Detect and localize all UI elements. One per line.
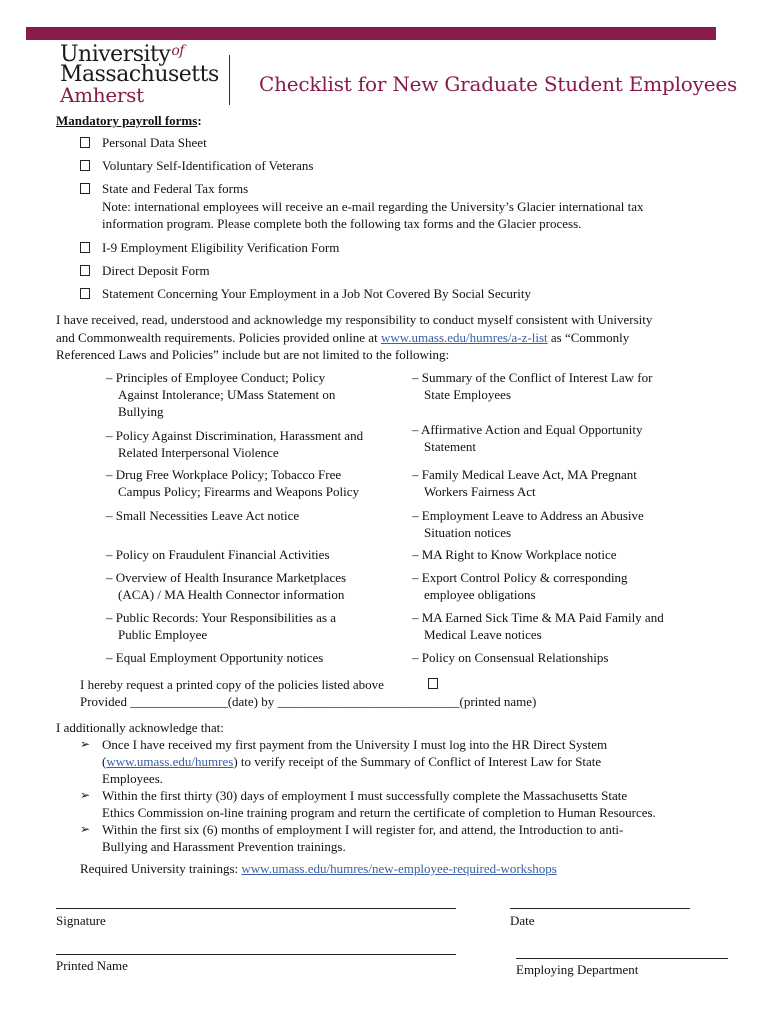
policy-item: Statement [424,439,476,454]
form-item-label: State and Federal Tax forms [102,181,249,196]
policy-item: – Small Necessities Leave Act notice [106,508,300,523]
logo-of: of [171,43,184,59]
umass-logo [60,42,240,106]
document-title: Checklist for New Graduate Student Employees [259,72,738,96]
header-bar [26,27,716,40]
bullet2-line1: Within the first thirty (30) days of employment I must successfully complete the Massachusetts State [102,788,628,803]
checkbox-direct-deposit[interactable] [80,265,90,276]
required-trainings [80,860,557,877]
policy-item: – Overview of Health Insurance Marketplaces [106,570,347,585]
signature-line[interactable] [56,908,456,909]
employing-department-label: Employing Department [516,962,639,977]
required-trainings-label: Required University trainings: [80,861,242,876]
humres-link[interactable]: www.umass.edu/humres [106,754,234,769]
request-copy-text: I hereby request a printed copy of the policies listed above [80,677,384,692]
policy-item: – Export Control Policy & corresponding [412,570,628,585]
policy-item: – MA Right to Know Workplace notice [412,547,617,562]
mandatory-heading-row [56,112,202,129]
logo-massachusetts: Massachusetts [60,62,219,87]
policy-item: – Policy Against Discrimination, Harassment and [106,428,364,443]
policy-item: Against Intolerance; UMass Statement on [118,387,336,402]
policy-item: – Policy on Consensual Relationships [412,650,609,665]
logo-amherst: Amherst [60,83,144,107]
tax-note-line2: information program. Please complete both the following tax forms and the Glacier process. [102,216,582,231]
form-item-label: Direct Deposit Form [102,263,210,278]
acknowledge-line2-tail: as “Commonly [547,330,630,345]
checkbox-request-printed-copy[interactable] [428,678,438,689]
policy-item: – Affirmative Action and Equal Opportunity [412,422,643,437]
bullet2-line2: Ethics Commission on-line training program and return the certificate of completion to Human Resources. [102,805,656,820]
required-workshops-link[interactable]: www.umass.edu/humres/new-employee-required-workshops [241,861,557,876]
policy-item: – Equal Employment Opportunity notices [106,650,324,665]
arrow-bullet-icon: ➢ [80,822,91,836]
policy-item: Workers Fairness Act [424,484,536,499]
acknowledge-line2 [56,329,629,346]
checkbox-veterans[interactable] [80,160,90,171]
policy-item: Related Interpersonal Violence [118,445,279,460]
arrow-bullet-icon: ➢ [80,788,91,802]
policy-item: – Employment Leave to Address an Abusive [412,508,644,523]
form-item-label: Personal Data Sheet [102,135,207,150]
form-item-label: Statement Concerning Your Employment in a Job Not Covered By Social Security [102,286,531,301]
bullet1-line2-tail: ) to verify receipt of the Summary of Conflict of Interest Law for State [233,754,602,769]
policy-item: State Employees [424,387,512,402]
policy-item: Medical Leave notices [424,627,542,642]
tax-note-line1: Note: international employees will receive an e-mail regarding the University’s Glacier international tax [102,199,644,214]
policy-item: – Drug Free Workplace Policy; Tobacco Free [106,467,342,482]
policy-item: – Summary of the Conflict of Interest Law for [412,370,653,385]
acknowledge-line3: Referenced Laws and Policies” include but are not limited to the following: [56,347,450,362]
printed-name-line[interactable] [56,954,456,955]
bullet1-paren: ( [102,754,107,769]
acknowledge-line1: I have received, read, understood and acknowledge my responsibility to conduct myself consistent with University [56,312,653,327]
checkbox-social-security[interactable] [80,288,90,299]
form-item-label: I-9 Employment Eligibility Verification Form [102,240,340,255]
department-line[interactable] [516,958,728,959]
policy-item: employee obligations [424,587,536,602]
bullet3-line1: Within the first six (6) months of employment I will register for, and attend, the Introduction to anti- [102,822,624,837]
heading-colon: : [197,113,202,128]
date-line[interactable] [510,908,690,909]
bullet1-line1: Once I have received my first payment from the University I must log into the HR Direct System [102,737,608,752]
arrow-bullet-icon: ➢ [80,737,91,751]
acknowledge-line2-text: and Commonwealth requirements. Policies provided online at [56,330,381,345]
checkbox-personal-data-sheet[interactable] [80,137,90,148]
additional-intro: I additionally acknowledge that: [56,720,224,735]
policy-item: Public Employee [118,627,208,642]
bullet1-line2 [102,753,601,770]
signature-label: Signature [56,913,106,928]
logo-university: University [60,42,171,67]
policy-item: Bullying [118,404,164,419]
date-label: Date [510,913,535,928]
bullet3-line2: Bullying and Harassment Prevention trainings. [102,839,346,854]
printed-name-label: Printed Name [56,958,128,973]
mandatory-heading: Mandatory payroll forms [56,113,198,128]
request-provided-line: Provided _______________(date) by ____________________________(printed name) [80,694,537,709]
form-item-label: Voluntary Self-Identification of Veterans [102,158,314,173]
policy-item: (ACA) / MA Health Connector information [118,587,345,602]
policy-item: Campus Policy; Firearms and Weapons Policy [118,484,359,499]
a-z-list-link[interactable]: www.umass.edu/humres/a-z-list [380,330,548,345]
policy-item: – Family Medical Leave Act, MA Pregnant [412,467,637,482]
policy-item: – Policy on Fraudulent Financial Activities [106,547,330,562]
policy-item: – Public Records: Your Responsibilities as a [106,610,337,625]
policy-item: – MA Earned Sick Time & MA Paid Family and [412,610,664,625]
logo-divider [229,55,230,105]
checkbox-i9[interactable] [80,242,90,253]
policy-item: – Principles of Employee Conduct; Policy [106,370,326,385]
checkbox-tax-forms[interactable] [80,183,90,194]
bullet1-line3: Employees. [102,771,164,786]
policy-item: Situation notices [424,525,512,540]
